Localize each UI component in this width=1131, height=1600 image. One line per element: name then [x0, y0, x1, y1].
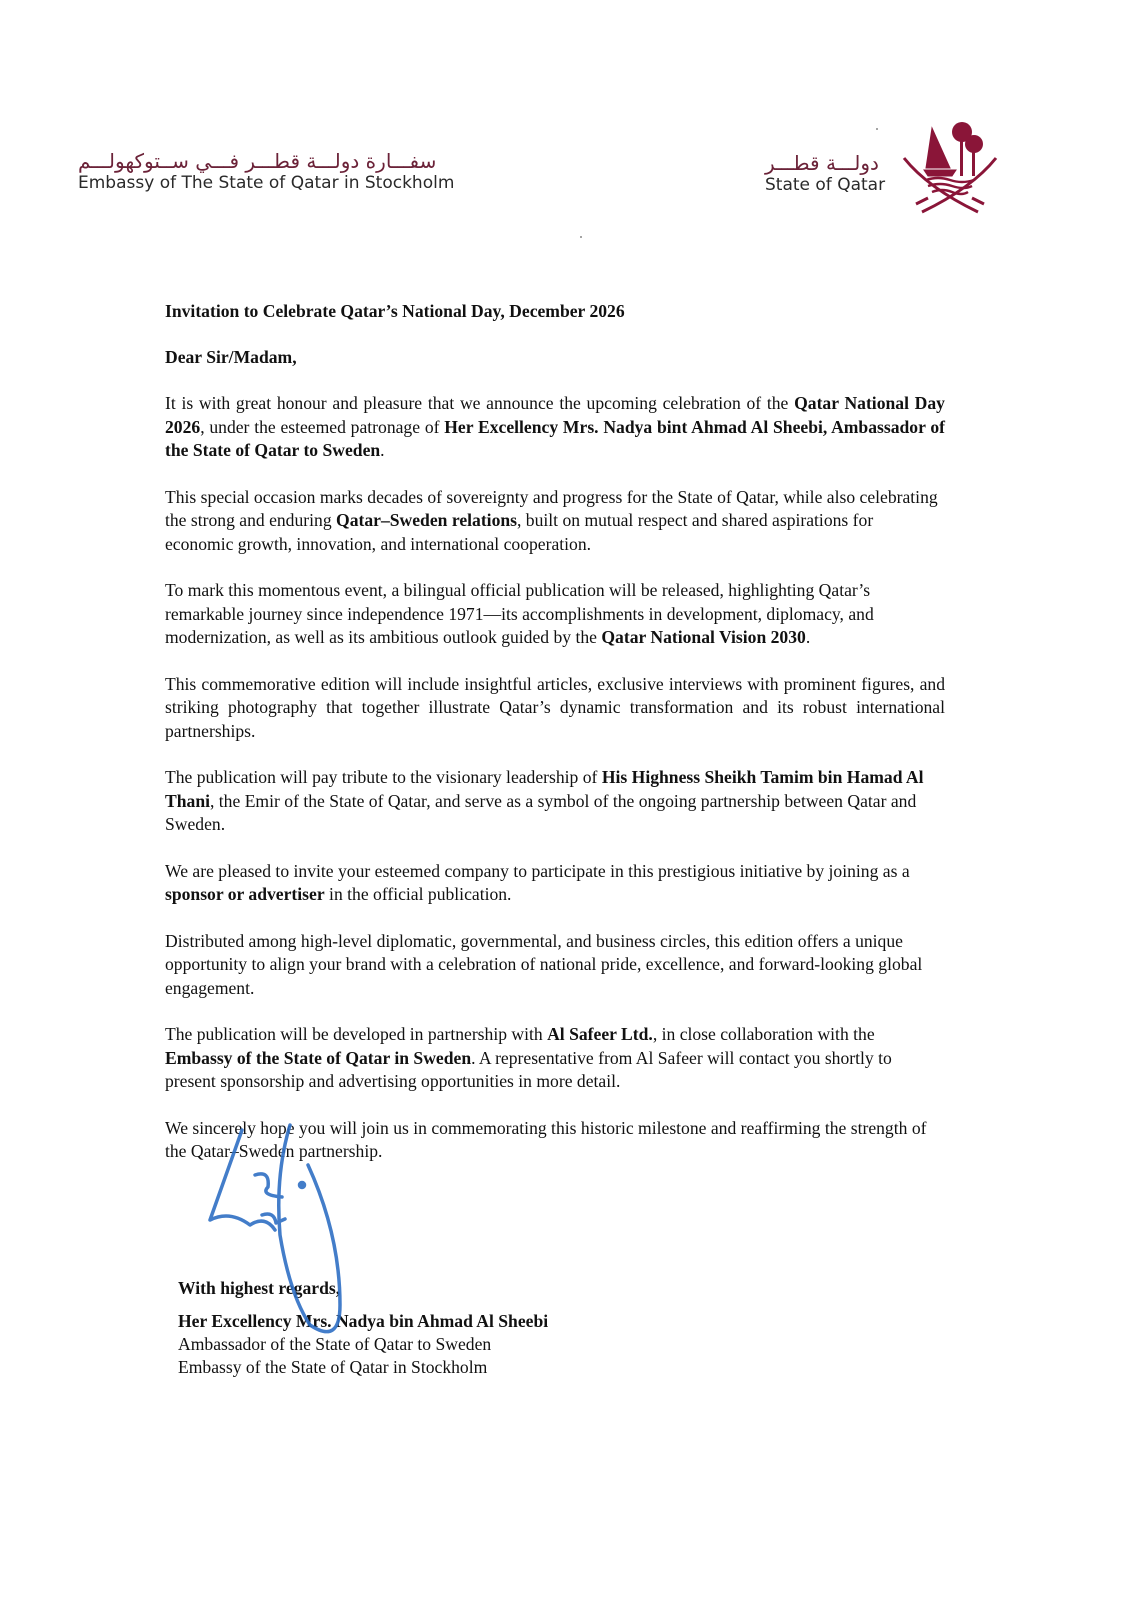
scan-speck: [580, 236, 582, 238]
bold-text: Al Safeer Ltd.: [547, 1024, 653, 1044]
paragraph-3: [165, 579, 945, 650]
text: The publication will pay tribute to the visionary leadership of: [165, 767, 602, 787]
state-name-arabic: دولـــة قطـــر: [765, 151, 879, 175]
text: This commemorative edition will include insightful articles, exclusive interviews with prominent figures, and striking photography that together illustrate Qatar’s dynamic transformation and its robust international partnerships.: [165, 673, 945, 741]
paragraph-4: [165, 673, 945, 744]
text: It is with great honour and pleasure that we announce the upcoming celebration of the: [165, 393, 795, 413]
bold-text: Qatar National Day 2026: [165, 393, 945, 437]
text: , under the esteemed patronage of: [200, 416, 445, 437]
bold-text: sponsor or advertiser: [165, 884, 325, 904]
paragraph-6: [165, 860, 945, 907]
text: This special occasion marks decades of sovereignty and progress for the State of Qatar, while also celebrating the strong and enduring: [165, 486, 938, 530]
paragraph-8: [165, 1023, 945, 1094]
bold-text: His Highness Sheikh Tamim bin Hamad Al Thani: [165, 767, 924, 811]
signatory-name: Her Excellency Mrs. Nadya bin Ahmad Al Sheebi: [178, 1311, 549, 1331]
signatory-title: Ambassador of the State of Qatar to Sweden: [178, 1334, 492, 1354]
text: We sincerely hope you will join us in commemorating this historic milestone and reaffirming the strength of the Qatar–Sweden partnership.: [165, 1117, 927, 1161]
bold-text: Her Excellency Mrs. Nadya bint Ahmad Al Sheebi, Ambassador of the State of Qatar to Sweden: [165, 416, 945, 460]
embassy-letterhead: [78, 150, 454, 194]
text: , the Emir of the State of Qatar, and serve as a symbol of the ongoing partnership between Qatar and Sweden.: [165, 790, 917, 834]
bold-text: Embassy of the State of Qatar in Sweden: [165, 1047, 472, 1068]
text: , built on mutual respect and shared aspirations for economic growth, innovation, and international cooperation.: [165, 510, 874, 554]
paragraph-2: [165, 486, 945, 557]
qatar-emblem-icon: [898, 118, 1002, 216]
paragraph-7: [165, 930, 945, 1001]
closing-line: With highest regards,: [178, 1278, 341, 1298]
text: , in close collaboration with the: [652, 1024, 875, 1044]
embassy-name-english: Embassy of The State of Qatar in Stockholm: [78, 173, 455, 193]
bold-text: Qatar National Vision 2030: [601, 627, 806, 647]
paragraph-1: [165, 392, 945, 463]
text: Distributed among high-level diplomatic, governmental, and business circles, this edition offers a unique opportunity to align your brand with a celebration of national pride, excellence, and forward-looking global engagement.: [165, 930, 923, 998]
state-letterhead: [765, 152, 885, 196]
signatory-office: Embassy of the State of Qatar in Stockholm: [178, 1357, 488, 1377]
state-name-english: State of Qatar: [765, 175, 886, 195]
bold-text: Qatar–Sweden relations: [336, 510, 517, 530]
text: .: [380, 440, 385, 460]
letter-title: Invitation to Celebrate Qatar’s National Day, December 2026: [165, 301, 625, 321]
scan-speck: [876, 128, 878, 130]
text: . A representative from Al Safeer will contact you shortly to present sponsorship and advertising opportunities in more detail.: [165, 1047, 892, 1091]
text: We are pleased to invite your esteemed company to participate in this prestigious initiative by joining as a: [165, 860, 910, 881]
text: in the official publication.: [324, 884, 512, 904]
embassy-name-arabic: سفـــارة دولـــة قطـــر فـــي ســتوكهولـــم: [78, 149, 437, 173]
text: The publication will be developed in partnership with: [165, 1024, 548, 1044]
paragraph-9: [165, 1117, 945, 1164]
letter-body: [165, 300, 945, 1187]
signatory-block: [178, 1310, 548, 1379]
text: .: [805, 627, 811, 647]
text: To mark this momentous event, a bilingual official publication will be released, highlighting Qatar’s remarkable journey since independence 1971—its accomplishments in development, diplomacy, and modernization, as well as its ambitious outlook guided by the: [165, 580, 874, 647]
paragraph-5: [165, 766, 945, 837]
salutation: Dear Sir/Madam,: [165, 346, 297, 367]
